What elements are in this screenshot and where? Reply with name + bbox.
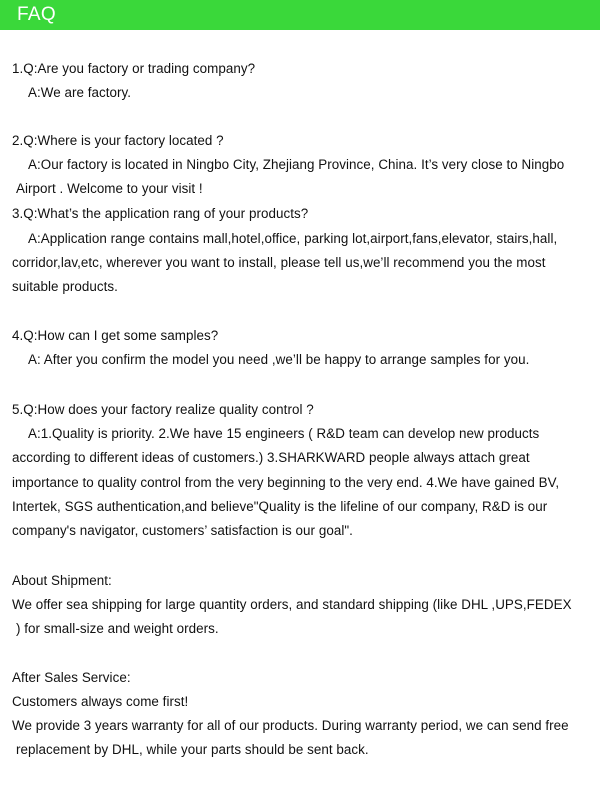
- faq-q3-answer-line: suitable products.: [12, 279, 118, 294]
- faq-q5-answer-line: according to different ideas of customers.) 3.SHARKWARD people always attach great: [12, 450, 530, 465]
- faq-q3-question: 3.Q:What’s the application rang of your products?: [12, 206, 309, 221]
- faq-q5-answer-line: Intertek, SGS authentication,and believe"Quality is the lifeline of our company, R&D is our: [12, 499, 548, 514]
- faq-q5-answer-line: company's navigator, customers’ satisfaction is our goal".: [12, 523, 353, 538]
- faq-title: FAQ: [17, 4, 56, 25]
- faq-q1-question: 1.Q:Are you factory or trading company?: [12, 61, 256, 76]
- after-sales-line: Customers always come first!: [12, 694, 189, 709]
- shipment-line: ) for small-size and weight orders.: [16, 621, 219, 636]
- shipment-line: We offer sea shipping for large quantity orders, and standard shipping (like DHL ,UPS,FEDEX: [12, 597, 572, 612]
- faq-q5-answer-line: A:1.Quality is priority. 2.We have 15 engineers ( R&D team can develop new products: [28, 426, 540, 441]
- faq-q2-question: 2.Q:Where is your factory located ?: [12, 133, 224, 148]
- faq-q5-question: 5.Q:How does your factory realize quality control ?: [12, 402, 314, 417]
- faq-header-bar: [0, 0, 600, 30]
- faq-q3-answer-line: corridor,lav,etc, wherever you want to install, please tell us,we’ll recommend you the most: [12, 255, 546, 270]
- faq-q1-answer: A:We are factory.: [28, 85, 132, 100]
- after-sales-line: replacement by DHL, while your parts should be sent back.: [16, 742, 369, 757]
- after-sales-line: We provide 3 years warranty for all of our products. During warranty period, we can send free: [12, 718, 569, 733]
- faq-q5-answer-line: importance to quality control from the very beginning to the very end. 4.We have gained BV,: [12, 475, 560, 490]
- shipment-heading: About Shipment:: [12, 573, 112, 588]
- faq-q2-answer-line: Airport . Welcome to your visit !: [16, 181, 203, 196]
- faq-q3-answer-line: A:Application range contains mall,hotel,office, parking lot,airport,fans,elevator, stairs,hall,: [28, 231, 558, 246]
- faq-q4-answer: A: After you confirm the model you need ,we’ll be happy to arrange samples for you.: [28, 352, 530, 367]
- faq-q4-question: 4.Q:How can I get some samples?: [12, 328, 219, 343]
- faq-q2-answer-line: A:Our factory is located in Ningbo City, Zhejiang Province, China. It’s very close to Ningbo: [28, 157, 565, 172]
- after-sales-heading: After Sales Service:: [12, 670, 131, 685]
